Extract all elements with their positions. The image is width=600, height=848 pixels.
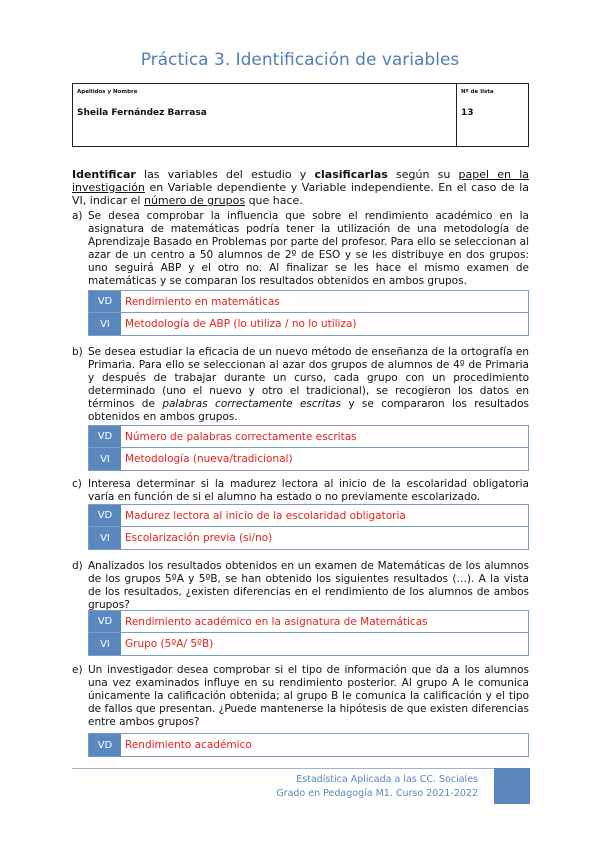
question-letter: d) (72, 560, 83, 572)
question-text (88, 346, 529, 424)
vi-row (89, 527, 528, 549)
question-text-part: Se desea estudiar la eficacia de un nuevo método de enseñanza de la ortografía en Primaria. Para ello se seleccionan al azar dos grupos de alumnos de 4º de Primaria y después de trabajar durante un curso, cada grupo con un procedimiento determinado (uno el nuevo y otro el tradicional), se recogieron los datos en términos de (88, 346, 529, 410)
vd-answer[interactable]: Madurez lectora al inicio de la escolaridad obligatoria (125, 509, 406, 522)
vi-row (89, 448, 528, 470)
vd-row (89, 611, 528, 633)
question-text: Interesa determinar si la madurez lectora al inicio de la escolaridad obligatoria varía en función de si el alumno ha estado o no previamente escolarizado. (88, 478, 529, 503)
footer-degree: Grado en Pedagogía M1. Curso 2021-2022 (276, 788, 478, 799)
question-text: Analizados los resultados obtenidos en un examen de Matemáticas de los alumnos de los grupos 5ºA y 5ºB, se han obtenido los siguientes resultados (…). A la vista de los resultados, ¿existen diferencias en el rendimiento de los alumnos de ambos grupos? (88, 560, 529, 611)
vd-label: VD (89, 611, 121, 632)
page-footer (240, 773, 478, 801)
question-text: Se desea comprobar la influencia que sobre el rendimiento académico en la asignatura de matemáticas podría tener la utilización de una metodología de Aprendizaje Basado en Problemas por parte del profesor. Para ello se seleccionan al azar de un centro a 50 alumnos de 2º de ESO y se les distribuye en dos grupos: uno seguirá ABP y el otro no. Al finalizar se les hace el mismo examen de matemáticas y se comparan los resultados obtenidos en ambos grupos. (88, 210, 529, 287)
question-letter: a) (72, 210, 83, 222)
vi-row (89, 633, 528, 655)
vd-row (89, 291, 528, 313)
answer-table-b (88, 425, 529, 471)
vi-row (89, 313, 528, 335)
student-id-table (72, 83, 529, 147)
vd-row (89, 426, 528, 448)
answer-table-d (88, 610, 529, 656)
vd-row (89, 505, 528, 527)
answer-table-e (88, 733, 529, 757)
question-e (72, 664, 529, 729)
footer-divider (72, 768, 529, 769)
question-letter: b) (72, 346, 83, 358)
instr-classify: clasificarlas (314, 168, 388, 181)
answer-table-a (88, 290, 529, 336)
vi-label: VI (89, 527, 121, 549)
instructions (72, 168, 529, 207)
list-number-value: 13 (461, 108, 474, 118)
vi-answer[interactable]: Grupo (5ºA/ 5ºB) (125, 638, 214, 650)
instr-text-1: las variables del estudio y (135, 168, 315, 181)
question-d (72, 560, 529, 612)
footer-course: Estadística Aplicada a las CC. Sociales (296, 774, 478, 785)
question-letter: e) (72, 664, 83, 676)
instr-identify: Identificar (72, 168, 136, 181)
vd-answer[interactable]: Rendimiento en matemáticas (125, 295, 280, 308)
footer-accent-block (494, 768, 530, 804)
vi-answer[interactable]: Metodología (nueva/tradicional) (125, 453, 293, 465)
vd-answer[interactable]: Número de palabras correctamente escritas (125, 430, 357, 443)
vi-answer[interactable]: Escolarización previa (si/no) (125, 532, 273, 544)
answer-table-c (88, 504, 529, 550)
name-label: Apellidos y Nombre (77, 89, 138, 95)
vi-answer[interactable]: Metodología de ABP (lo utiliza / no lo utiliza) (125, 318, 357, 330)
page-title: Práctica 3. Identificación de variables (140, 50, 460, 70)
vd-answer[interactable]: Rendimiento académico (125, 739, 252, 751)
instr-text-2: según su (387, 168, 459, 181)
question-c (72, 478, 529, 504)
list-number-label: Nº de lista (461, 89, 494, 95)
question-b (72, 346, 529, 424)
vi-label: VI (89, 633, 121, 655)
vi-label: VI (89, 313, 121, 335)
name-cell (73, 84, 457, 146)
vd-label: VD (89, 505, 121, 526)
question-a (72, 210, 529, 288)
vd-label: VD (89, 734, 121, 756)
vd-row (89, 734, 528, 756)
vi-label: VI (89, 448, 121, 470)
question-text-part: y se compararon los resultados obtenidos en ambos grupos. (88, 398, 529, 423)
list-number-cell (457, 84, 528, 146)
instr-role: papel en la investigación (72, 168, 530, 194)
instr-groups: número de grupos (143, 194, 246, 207)
question-text: Un investigador desea comprobar si el tipo de información que da a los alumnos una vez examinados influye en su rendimiento posterior. Al grupo A le comunica únicamente la calificación obtenida; al grupo B le comunica la calificación y el tipo de fallos que presentan. ¿Puede mantenerse la hipótesis de que existen diferencias entre ambos grupos? (88, 664, 529, 728)
question-letter: c) (72, 478, 82, 490)
name-value: Sheila Fernández Barrasa (77, 108, 207, 118)
vd-answer[interactable]: Rendimiento académico en la asignatura de Matemáticas (125, 615, 428, 628)
instr-text-3: en Variable dependiente y Variable independiente. En el caso de la VI, indicar el (72, 181, 529, 207)
instr-text-4: que hace. (245, 194, 303, 207)
vd-label: VD (89, 291, 121, 312)
vd-label: VD (89, 426, 121, 447)
question-text-emphasis: palabras correctamente escritas (162, 398, 341, 410)
